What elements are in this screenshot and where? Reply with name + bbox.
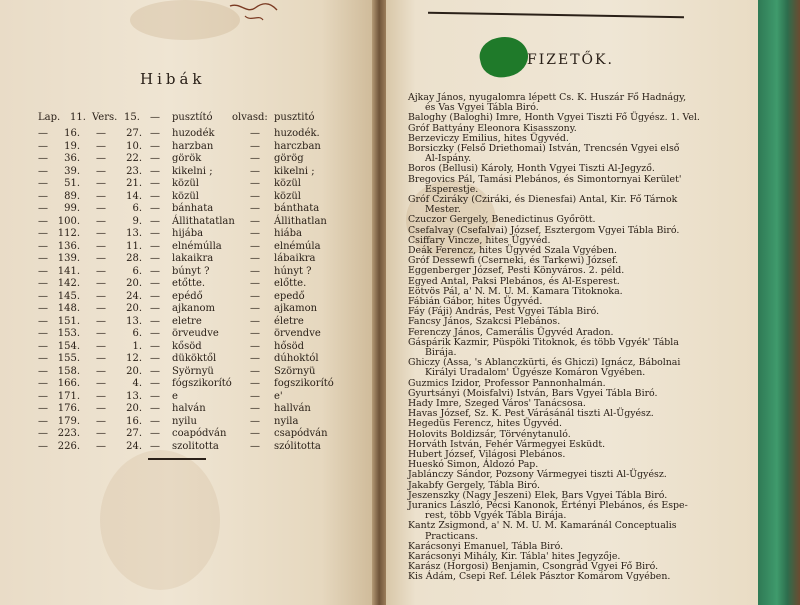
errata-line-number: 27.	[126, 128, 142, 139]
dash: —	[38, 315, 48, 327]
dash: —	[96, 203, 106, 214]
subscriber-line: Karász (Horgosi) Benjamin, Csongrád Vgyei Fő Biró.	[408, 561, 659, 573]
dash: —	[150, 128, 160, 139]
errata-wrong-word: közül	[172, 178, 199, 189]
dash: —	[38, 328, 48, 339]
subscriber-line: Practicans.	[425, 530, 479, 542]
subscriber-line: Egyed Antal, Paksi Plebános, és Al-Esperest.	[408, 275, 620, 287]
dash: —	[250, 340, 260, 352]
errata-line-number: 13.	[126, 390, 142, 402]
dash: —	[96, 178, 106, 189]
errata-line-number: 22.	[126, 153, 142, 164]
errata-page-number: 112.	[57, 228, 80, 239]
dash: —	[150, 378, 160, 389]
dash: —	[38, 290, 48, 302]
errata-correct-word: huzodék.	[274, 128, 320, 139]
errata-page-number: 142.	[57, 278, 80, 289]
dash: —	[96, 153, 106, 164]
errata-wrong-word: etőtte.	[172, 278, 206, 289]
errata-page-number: 51.	[64, 178, 80, 189]
errata-correct-word: hallván	[274, 403, 311, 414]
errata-correct-word: előtte.	[274, 278, 307, 289]
dash: —	[96, 128, 106, 139]
errata-wrong-word: huzodék	[172, 128, 215, 139]
dash: —	[150, 140, 160, 152]
errata-page-number: 148.	[57, 303, 80, 314]
errata-correct-word: ajkamon	[274, 303, 318, 314]
subscriber-line: Bregovics Pál, Tamási Plebános, és Simontornyai Kerület'	[408, 173, 682, 185]
errata-line-number: 24.	[126, 290, 142, 302]
dash: —	[38, 340, 48, 352]
dash: —	[150, 403, 160, 414]
dash: —	[96, 428, 106, 439]
dash: —	[150, 340, 160, 352]
errata-correct-word: dúhoktól	[274, 353, 319, 364]
subscriber-line: Karácsonyi Mihály, Kir. Tábla' hites Jegyzője.	[408, 551, 621, 562]
errata-correct-word: epedő	[274, 290, 305, 302]
dash: —	[150, 112, 160, 123]
errata-wrong-word: elnémúlla	[172, 240, 222, 252]
subscriber-line: Jablánczy Sándor, Pozsony Vármegyei tiszti Al-Ügyész.	[408, 469, 667, 481]
dash: —	[38, 253, 48, 264]
paper-stain	[130, 0, 240, 40]
errata-line-number: 23.	[126, 165, 142, 177]
errata-correct-word: görög	[274, 153, 304, 164]
dash: —	[150, 390, 160, 402]
dash: —	[96, 353, 106, 364]
errata-page-number: 99.	[64, 203, 80, 214]
dash: —	[250, 240, 260, 252]
errata-line-number: 6.	[132, 265, 142, 277]
subscriber-line: Gyurtsányi (Moisfalvi) István, Bars Vgyei Tábla Biró.	[408, 387, 658, 399]
subscriber-line: rest, több Vgyék Tábla Birája.	[425, 510, 567, 522]
subscriber-line: Baloghy (Baloghi) Imre, Honth Vgyei Tiszti Fő Ügyész. 1. Vel.	[408, 112, 700, 124]
dash: —	[96, 228, 106, 239]
subscriber-line: Hueskó Simon, Áldozó Pap.	[408, 459, 539, 471]
errata-wrong-word: fógszikorító	[172, 378, 232, 389]
dash: —	[38, 153, 48, 164]
dash: —	[250, 165, 260, 177]
errata-page-number: 136.	[57, 240, 80, 252]
subscribers-title: FIZETŐK.	[527, 52, 614, 68]
subscriber-line: Holovits Boldizsár, Törvénytanuló.	[408, 428, 571, 440]
dash: —	[38, 378, 48, 389]
subscriber-line: Ferenczy János, Camerális Ügyvéd Aradon.	[408, 326, 614, 338]
subscriber-line: Fancsy János, Szakcsi Plebános.	[408, 316, 561, 328]
errata-correct-word: hősöd	[274, 340, 305, 352]
dash: —	[250, 353, 260, 364]
dash: —	[96, 378, 106, 389]
dash: —	[150, 253, 160, 264]
dash: —	[250, 265, 260, 277]
subscriber-line: Királyi Uradalom' Ügyésze Komáron Vgyében.	[425, 367, 646, 379]
subscriber-line: és Vas Vgyei Tábla Biró.	[425, 102, 539, 114]
subscriber-line: Karácsonyi Emanuel, Tábla Biró.	[408, 540, 564, 552]
subscriber-line: Jeszenszky (Nagy Jeszeni) Elek, Bars Vgyei Tábla Biró.	[408, 489, 668, 501]
dash: —	[150, 153, 160, 164]
dash: —	[250, 190, 260, 202]
errata-line-number: 13.	[126, 228, 142, 239]
subscriber-line: Eötvös Pál, a' N. M. U. M. Kamara Titoknoka.	[408, 285, 623, 297]
errata-wrong-word: e	[172, 390, 178, 402]
subscriber-line: Horváth István, Fehér Vármegyei Esküdt.	[408, 438, 606, 450]
errata-line-number: 14.	[126, 190, 142, 202]
subscriber-line: Esperestje.	[425, 183, 479, 195]
errata-line-number: 10.	[126, 140, 142, 152]
errata-wrong-word: Syörnyü	[172, 365, 214, 377]
dash: —	[250, 303, 260, 314]
errata-title: Hibák	[140, 70, 206, 88]
dash: —	[250, 178, 260, 189]
dash: —	[38, 440, 48, 452]
subscriber-line: Hady Imre, Szeged Város' Tanácsosa.	[408, 398, 586, 409]
errata-page-number: 153.	[57, 328, 80, 339]
dash: —	[38, 353, 48, 364]
dash: —	[250, 428, 260, 439]
subscriber-line: Deák Ferencz, hites Ügyvéd Szala Vgyében.	[408, 245, 617, 256]
dash: —	[38, 215, 48, 227]
dash: —	[96, 440, 106, 452]
dash: —	[96, 140, 106, 152]
subscriber-line: Mester.	[425, 204, 461, 216]
dash: —	[38, 165, 48, 177]
errata-page-number: 145.	[57, 290, 80, 302]
errata-correct-word: Szörnyü	[274, 365, 316, 377]
dash: —	[250, 390, 260, 402]
dash: —	[150, 353, 160, 364]
section-rule	[148, 458, 206, 460]
subscriber-line: Gróf Cziráky (Cziráki, és Dienesfai) Antal, Kir. Fő Tárnok	[408, 194, 678, 205]
green-cover-edge	[758, 0, 800, 605]
dash: —	[96, 278, 106, 289]
errata-wrong-word: nyilu	[172, 415, 197, 427]
dash: —	[250, 315, 260, 327]
dash: —	[250, 440, 260, 452]
subscriber-line: Al-Ispány.	[425, 153, 472, 165]
dash: —	[96, 303, 106, 314]
dash: —	[250, 365, 260, 377]
subscriber-line: Csiffary Vincze, hites Ügyvéd.	[408, 234, 551, 246]
errata-wrong-word: eletre	[172, 315, 202, 327]
subscriber-line: Gróf Battyány Eleonora Kisasszony.	[408, 122, 577, 134]
errata-line-number: 20.	[126, 303, 142, 314]
errata-correct-word: húnyt ?	[274, 265, 312, 277]
errata-correct-word: lábaikra	[274, 253, 316, 264]
errata-line-number: 16.	[126, 415, 142, 427]
errata-line-number: 20.	[126, 365, 142, 377]
dash: —	[96, 315, 106, 327]
errata-wrong-word: örveudve	[172, 328, 219, 339]
subscriber-line: Eggenberger József, Pesti Könyváros. 2. péld.	[408, 265, 625, 277]
errata-wrong-word: bánhata	[172, 203, 214, 214]
dash: —	[250, 278, 260, 289]
subscriber-line: Fáy (Fáji) András, Pest Vgyei Tábla Biró.	[408, 306, 600, 318]
errata-page-number: 139.	[57, 253, 80, 264]
dash: —	[250, 140, 260, 152]
errata-correct-word: hiába	[274, 228, 302, 239]
dash: —	[150, 240, 160, 252]
errata-correct-word: nyila	[274, 415, 299, 427]
subscriber-line: Berzeviczy Emilius, hites Ügyvéd.	[408, 132, 569, 144]
dash: —	[250, 228, 260, 239]
dash: —	[96, 265, 106, 277]
errata-line-number: 9.	[132, 215, 142, 227]
dash: —	[150, 165, 160, 177]
dash: —	[96, 403, 106, 414]
errata-page-number: 100.	[57, 215, 80, 227]
errata-line-number: 6.	[132, 328, 142, 339]
subscriber-line: Birája.	[425, 347, 457, 358]
dash: —	[38, 390, 48, 402]
header-right-word: pusztitó	[274, 112, 315, 123]
ink-scrawl	[225, 0, 285, 24]
errata-wrong-word: közül	[172, 190, 199, 202]
dash: —	[250, 415, 260, 427]
dash: —	[250, 290, 260, 302]
dash: —	[250, 203, 260, 214]
errata-correct-word: fogszikorító	[274, 378, 334, 389]
subscriber-line: Ghiczy (Assa, 's Ablanczkürti, és Ghiczi) Ignácz, Bábolnai	[408, 357, 681, 369]
dash: —	[250, 253, 260, 264]
header-verse-number: 15.	[124, 112, 140, 123]
errata-page-number: 16.	[64, 128, 80, 139]
header-page-label: Lap.	[38, 112, 61, 123]
dash: —	[38, 303, 48, 314]
header-read-label: olvasd:	[232, 112, 268, 123]
errata-page-number: 36.	[64, 153, 80, 164]
errata-correct-word: közül	[274, 190, 301, 202]
dash: —	[96, 190, 106, 202]
errata-correct-word: örvendve	[274, 328, 321, 339]
dash: —	[38, 265, 48, 277]
errata-page-number: 158.	[57, 365, 80, 377]
errata-line-number: 1.	[132, 340, 142, 352]
dash: —	[38, 403, 48, 414]
dash: —	[150, 178, 160, 189]
errata-correct-word: e'	[274, 390, 283, 402]
dash: —	[38, 190, 48, 202]
errata-line-number: 21.	[126, 178, 142, 189]
dash: —	[96, 240, 106, 252]
subscriber-line: Gróf Dessewfi (Cserneki, és Tarkewi) József.	[408, 255, 619, 267]
errata-wrong-word: Állithatatlan	[172, 215, 235, 227]
dash: —	[150, 328, 160, 339]
dash: —	[96, 290, 106, 302]
dash: —	[150, 215, 160, 227]
errata-wrong-word: szolitotta	[172, 440, 219, 452]
dash: —	[96, 165, 106, 177]
subscriber-line: Csefalvay (Csefalvai) József, Esztergom Vgyei Tábla Biró.	[408, 224, 680, 236]
dash: —	[250, 128, 260, 139]
errata-wrong-word: coapódván	[172, 428, 227, 439]
dash: —	[150, 290, 160, 302]
subscriber-line: Juranics László, Pécsi Kanonok, Értényi Plebános, és Espe-	[408, 500, 688, 511]
errata-line-number: 28.	[126, 253, 142, 264]
dash: —	[38, 228, 48, 239]
errata-line-number: 11.	[126, 240, 142, 252]
errata-wrong-word: hijába	[172, 228, 204, 239]
subscriber-line: Gáspárik Kazmir, Püspöki Titoknok, és több Vgyék' Tábla	[408, 336, 679, 348]
errata-page-number: 179.	[57, 415, 80, 427]
errata-page-number: 226.	[57, 440, 80, 452]
dash: —	[150, 203, 160, 214]
dash: —	[38, 365, 48, 377]
dash: —	[96, 415, 106, 427]
errata-wrong-word: halván	[172, 403, 206, 414]
dash: —	[150, 428, 160, 439]
errata-wrong-word: epédő	[172, 290, 203, 302]
errata-page-number: 166.	[57, 378, 80, 389]
errata-correct-word: közül	[274, 178, 301, 189]
errata-page-number: 141.	[57, 265, 80, 277]
dash: —	[38, 128, 48, 139]
dash: —	[96, 215, 106, 227]
errata-line-number: 4.	[132, 378, 142, 389]
dash: —	[38, 415, 48, 427]
errata-correct-word: bánthata	[274, 203, 320, 214]
dash: —	[38, 140, 48, 152]
subscriber-line: Guzmics Izidor, Professor Pannonhalmán.	[408, 377, 606, 389]
subscriber-line: Boros (Bellusi) Károly, Honth Vgyei Tiszti Al-Jegyző.	[408, 163, 655, 175]
errata-line-number: 20.	[126, 403, 142, 414]
subscriber-line: Borsiczky (Felső Driethomai) István, Trencsén Vgyei első	[408, 143, 680, 154]
errata-correct-word: csapódván	[274, 428, 328, 439]
header-verse-label: Vers.	[92, 112, 118, 123]
dash: —	[150, 365, 160, 377]
errata-line-number: 24.	[126, 440, 142, 452]
dash: —	[250, 215, 260, 227]
errata-line-number: 6.	[132, 203, 142, 214]
errata-line-number: 20.	[126, 278, 142, 289]
errata-wrong-word: búnyt ?	[172, 265, 210, 277]
dash: —	[96, 365, 106, 377]
dash: —	[150, 303, 160, 314]
errata-wrong-word: ajkanom	[172, 303, 216, 314]
header-page-number: 11.	[70, 112, 86, 123]
errata-page-number: 154.	[57, 340, 80, 352]
dash: —	[250, 328, 260, 339]
subscriber-line: Hegedüs Ferencz, hites Ügyvéd.	[408, 418, 563, 430]
errata-correct-word: harczban	[274, 140, 321, 152]
header-wrong-word: pusztító	[172, 112, 213, 123]
errata-page-number: 155.	[57, 353, 80, 364]
dash: —	[96, 328, 106, 339]
errata-line-number: 27.	[126, 428, 142, 439]
subscriber-line: Havas József, Sz. K. Pest Várásánál tiszti Al-Ügyész.	[408, 408, 654, 420]
dash: —	[96, 390, 106, 402]
dash: —	[150, 278, 160, 289]
errata-wrong-word: kősöd	[172, 340, 202, 352]
subscriber-line: Fábián Gábor, hites Ügyvéd.	[408, 296, 543, 307]
subscriber-line: Kantz Zsigmond, a' N. M. U. M. Kamaránál Conceptualis	[408, 520, 677, 532]
errata-page-number: 171.	[57, 390, 80, 402]
errata-correct-word: szólitotta	[274, 440, 321, 452]
errata-wrong-word: kikelni ;	[172, 165, 213, 177]
subscriber-line: Kis Ádám, Csepi Ref. Lélek Pásztor Komárom Vgyében.	[408, 571, 671, 583]
errata-correct-word: Állithatlan	[274, 215, 327, 227]
dash: —	[38, 278, 48, 289]
errata-line-number: 13.	[126, 315, 142, 327]
errata-page-number: 89.	[64, 190, 80, 202]
dash: —	[150, 190, 160, 202]
errata-wrong-word: lakaikra	[172, 253, 214, 264]
subscriber-line: Hubert József, Világosi Plebános.	[408, 449, 566, 460]
dash: —	[38, 428, 48, 439]
left-page	[0, 0, 378, 605]
dash: —	[150, 415, 160, 427]
dash: —	[150, 265, 160, 277]
dash: —	[38, 178, 48, 189]
errata-correct-word: kikelni ;	[274, 165, 315, 177]
subscriber-line: Ajkay János, nyugalomra lépett Cs. K. Huszár Fő Hadnágy,	[408, 92, 687, 103]
dash: —	[38, 240, 48, 252]
dash: —	[250, 153, 260, 164]
dash: —	[250, 378, 260, 389]
errata-page-number: 176.	[57, 403, 80, 414]
subscriber-line: Jakabfy Gergely, Tábla Biró.	[408, 479, 540, 491]
dash: —	[150, 440, 160, 452]
dash: —	[96, 253, 106, 264]
subscriber-line: Czuczor Gergely, Benedictinus Győrött.	[408, 214, 596, 226]
errata-page-number: 19.	[64, 140, 80, 152]
errata-page-number: 151.	[57, 315, 80, 327]
dash: —	[250, 403, 260, 414]
errata-page-number: 39.	[64, 165, 80, 177]
errata-wrong-word: düköktől	[172, 353, 217, 364]
dash: —	[96, 340, 106, 352]
dash: —	[150, 228, 160, 239]
errata-wrong-word: görök	[172, 153, 202, 164]
errata-correct-word: elnémúla	[274, 240, 321, 252]
errata-correct-word: életre	[274, 315, 304, 327]
paper-stain	[100, 450, 220, 590]
dash: —	[150, 315, 160, 327]
dash: —	[38, 203, 48, 214]
errata-page-number: 223.	[57, 428, 80, 439]
errata-line-number: 12.	[126, 353, 142, 364]
errata-wrong-word: harzban	[172, 140, 214, 152]
